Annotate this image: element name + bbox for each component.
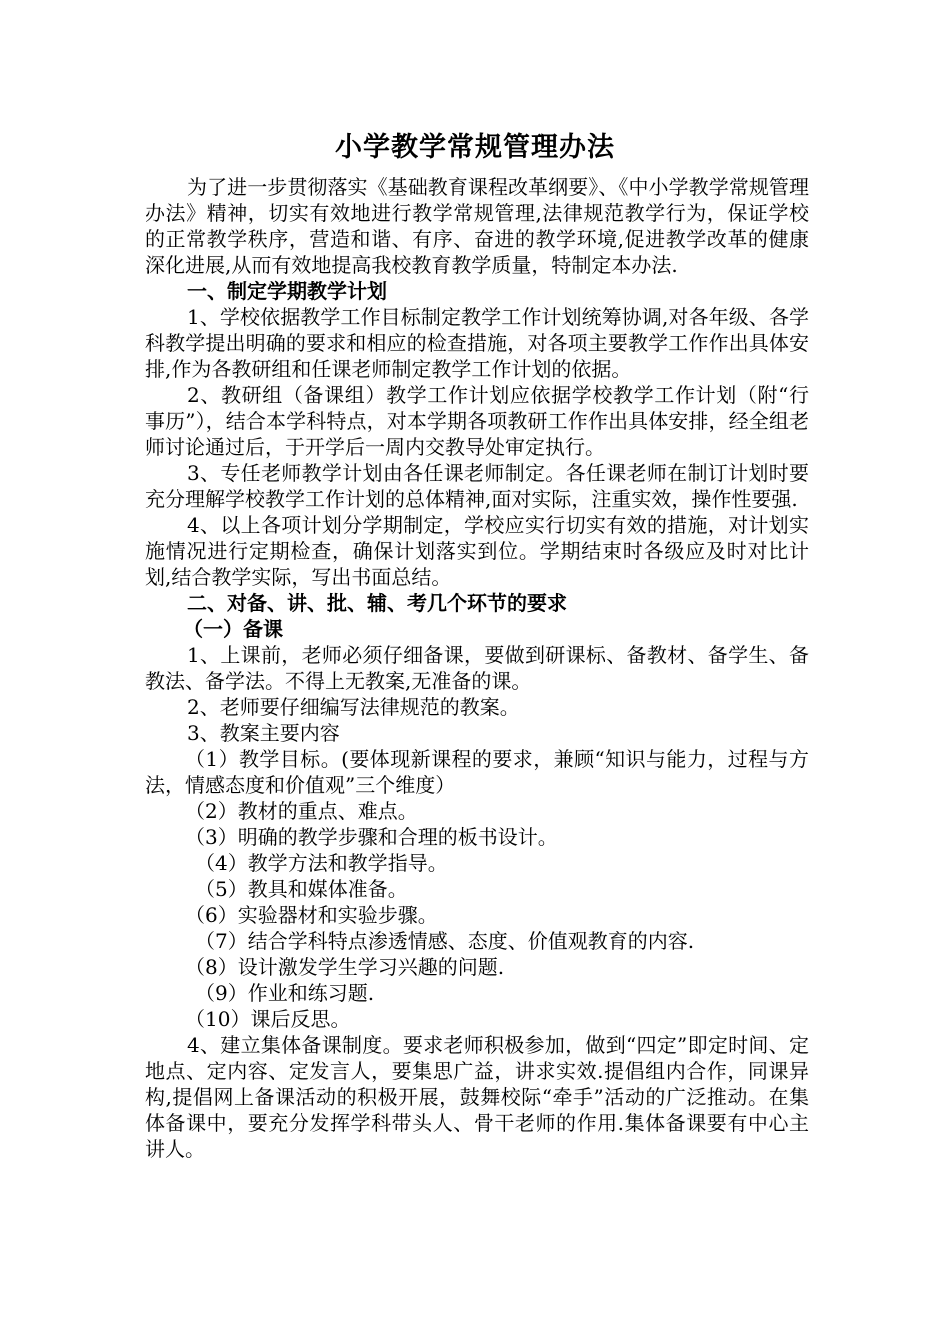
lesson-prep-paragraph-3: 3、教案主要内容 (187, 721, 340, 745)
list-item: （6）实验器材和实验步骤。 (185, 903, 438, 927)
section-1-paragraph-3: 3、专任老师教学计划由各任课老师制定。各任课老师在制订计划时要充分理解学校教学工作计划的总体精神,面对实际，注重实效，操作性要强. (145, 461, 809, 511)
lesson-prep-paragraph-4: 4、建立集体备课制度。要求老师积极参加，做到“四定”即定时间、定地点、定内容、定发言人，要集思广益，讲求实效.提倡组内合作，同课异构,提倡网上备课活动的积极开展，鼓舞校际“牵手”活动的广泛推动。在集体备课中，要充分发挥学科带头人、骨干老师的作用.集体备课要有中心主讲人。 (145, 1033, 809, 1161)
section-2-heading: 二、对备、讲、批、辅、考几个环节的要求 (187, 591, 567, 615)
list-item: （4）教学方法和教学指导。 (195, 851, 448, 875)
lesson-prep-paragraph-1: 1、上课前，老师必须仔细备课，要做到研课标、备教材、备学生、备教法、备学法。不得上无教案,无准备的课。 (145, 643, 809, 693)
lesson-prep-paragraph-2: 2、老师要仔细编写法律规范的教案。 (187, 695, 520, 719)
section-1-paragraph-2: 2、教研组（备课组）教学工作计划应依据学校教学工作计划（附“行事历”），结合本学科特点，对本学期各项教研工作作出具体安排，经全组老师讨论通过后，于开学后一周内交教导处审定执行。 (145, 383, 809, 459)
document-title: 小学教学常规管理办法 (335, 132, 615, 163)
list-item: （8）设计激发学生学习兴趣的问题. (185, 955, 505, 979)
section-1-heading: 一、制定学期教学计划 (187, 279, 387, 303)
list-item: （1）教学目标。(要体现新课程的要求，兼顾“知识与能力，过程与方法，情感态度和价值观”三个维度） (145, 747, 809, 797)
list-item: （9）作业和练习题. (195, 981, 375, 1005)
list-item: （2）教材的重点、难点。 (185, 799, 418, 823)
section-1-paragraph-4: 4、以上各项计划分学期制定，学校应实行切实有效的措施，对计划实施情况进行定期检查，确保计划落实到位。学期结束时各级应及时对比计划,结合教学实际，写出书面总结。 (145, 513, 809, 589)
subsection-1-heading: （一）备课 (183, 617, 283, 641)
list-item: （10）课后反思。 (185, 1007, 351, 1031)
document-body (145, 174, 809, 1162)
section-1-paragraph-1: 1、学校依据教学工作目标制定教学工作计划统筹协调,对各年级、各学科教学提出明确的要求和相应的检查措施，对各项主要教学工作作出具体安排,作为各教研组和任课老师制定教学工作计划的依据。 (145, 305, 809, 381)
list-item: （3）明确的教学步骤和合理的板书设计。 (185, 825, 558, 849)
list-item: （7）结合学科特点渗透情感、态度、价值观教育的内容. (195, 929, 695, 953)
intro-paragraph: 为了进一步贯彻落实《基础教育课程改革纲要》、《中小学教学常规管理办法》精神，切实有效地进行教学常规管理,法律规范教学行为，保证学校的正常教学秩序，营造和谐、有序、奋进的教学环境,促进教学改革的健康深化进展,从而有效地提高我校教育教学质量，特制定本办法. (145, 175, 809, 277)
list-item: （5）教具和媒体准备。 (195, 877, 408, 901)
